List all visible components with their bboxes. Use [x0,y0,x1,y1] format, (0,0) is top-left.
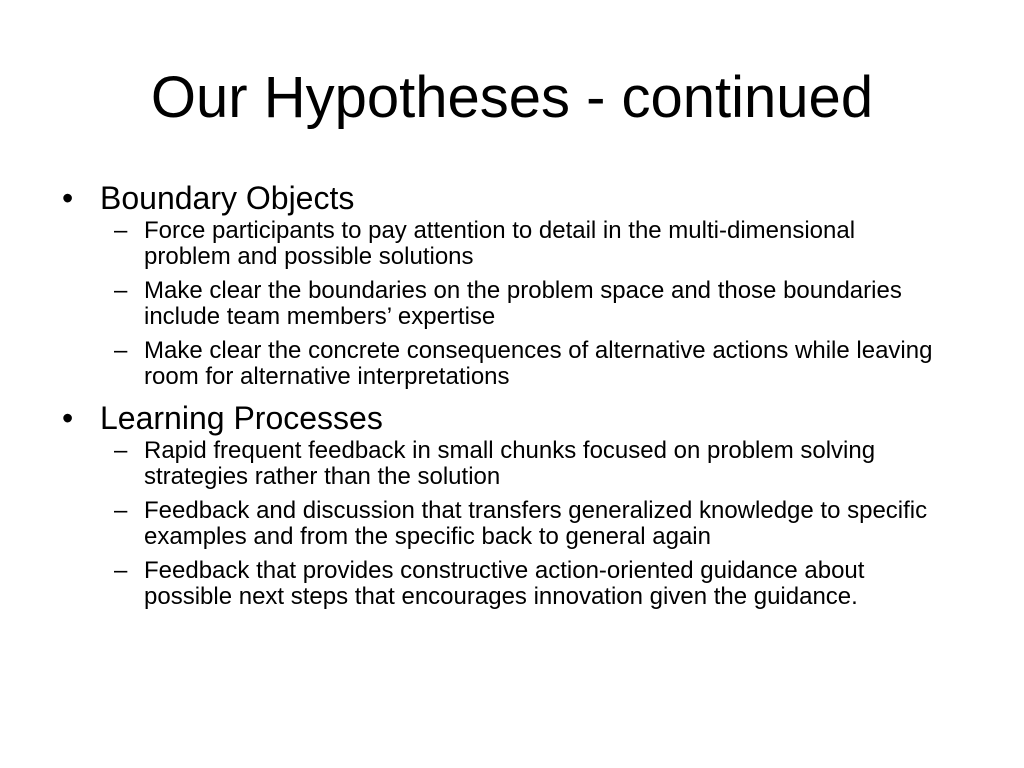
dash-icon: – [114,277,128,304]
list-item [56,558,996,610]
list-item-text: Feedback that provides constructive action-oriented guidance about possible next steps that encourages innovation given the guidance. [144,557,865,610]
dash-icon: – [114,437,128,464]
sublist-boundary-objects [56,218,996,390]
bullet-heading: Learning Processes [100,400,383,436]
bullet-heading: Boundary Objects [100,180,355,216]
list-item-text: Feedback and discussion that transfers generalized knowledge to specific examples and from the specific back to general again [144,497,928,550]
list-item [56,338,996,390]
list-item-text: Make clear the concrete consequences of alternative actions while leaving room for alternative interpretations [144,337,933,390]
list-item-text: Force participants to pay attention to detail in the multi-dimensional problem and possible solutions [144,217,856,270]
slide-title: Our Hypotheses - continued [150,65,874,130]
bullet-icon: • [62,180,74,216]
dash-icon: – [114,497,128,524]
list-item [56,438,996,490]
bullet-learning-processes [56,398,996,438]
dash-icon: – [114,557,128,584]
list-item [56,218,996,270]
dash-icon: – [114,217,128,244]
list-item-text: Make clear the boundaries on the problem space and those boundaries include team members’ expertise [144,277,902,330]
list-item-text: Rapid frequent feedback in small chunks focused on problem solving strategies rather than the solution [144,437,876,490]
list-item [56,498,996,550]
bullet-boundary-objects [56,178,996,218]
bullet-icon: • [62,400,74,436]
dash-icon: – [114,337,128,364]
slide-content [56,178,996,618]
list-item [56,278,996,330]
sublist-learning-processes [56,438,996,610]
